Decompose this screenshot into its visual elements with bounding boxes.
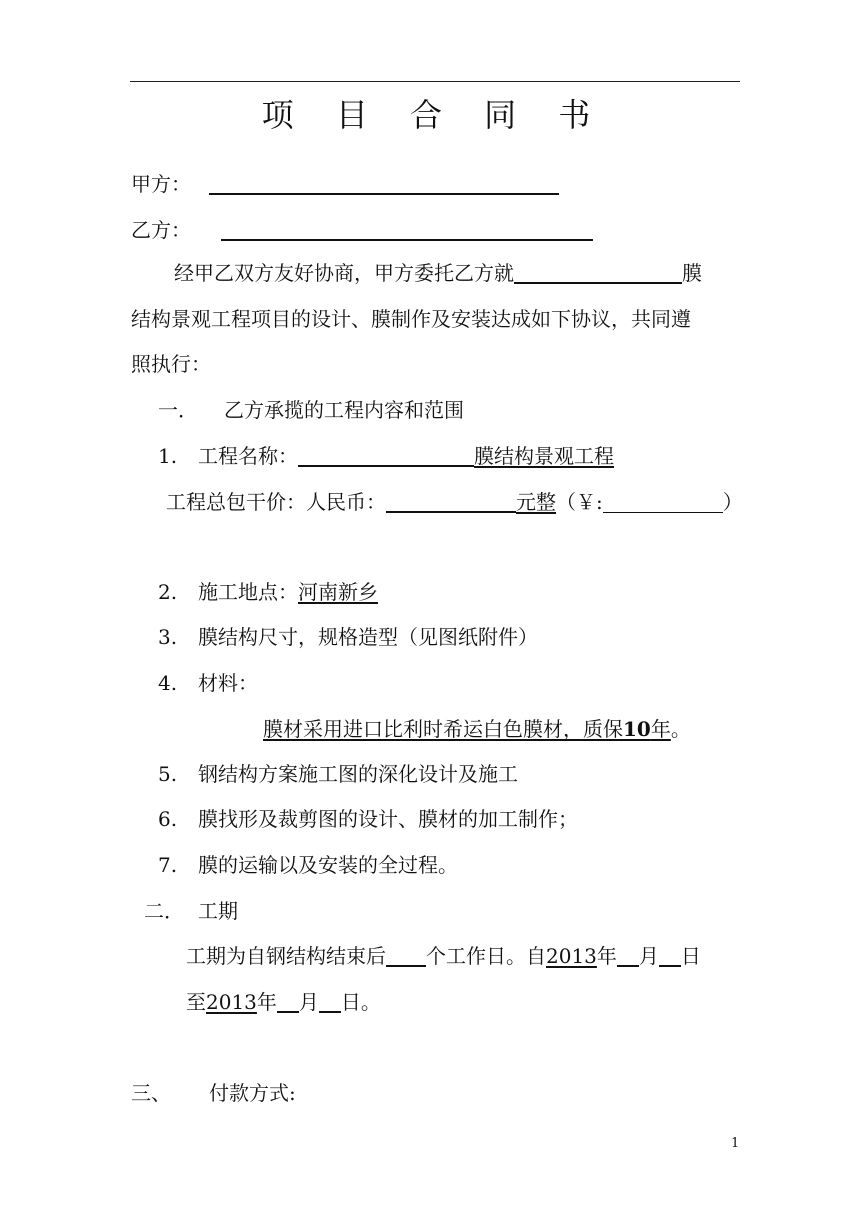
intro-text-end: 膜: [682, 261, 702, 285]
price-blank: [386, 489, 516, 513]
item-1-value: 膜结构景观工程: [474, 444, 614, 468]
section-2-heading: [144, 897, 238, 925]
price-currency: （￥:: [556, 490, 603, 514]
intro-line-1: [174, 259, 702, 287]
end-year-char: 年: [256, 990, 277, 1014]
section-3-number: 三、: [131, 1081, 171, 1105]
material-year-char: 年: [650, 717, 671, 741]
schedule-line-1: [186, 942, 701, 970]
party-b-row: [131, 216, 593, 244]
end-month-char: 月: [298, 990, 319, 1014]
intro-line-2: 结构景观工程项目的设计、膜制作及安装达成如下协议，共同遵: [131, 307, 691, 331]
section-1-title: 乙方承揽的工程内容和范围: [224, 398, 464, 422]
item-1: [158, 442, 614, 470]
item-2-number: 2.: [158, 580, 178, 604]
party-a-row: [131, 170, 559, 198]
item-5-text: 钢结构方案施工图的深化设计及施工: [198, 762, 518, 786]
party-a-blank: [209, 171, 559, 195]
end-day-blank: [319, 989, 341, 1013]
item-3-text: 膜结构尺寸，规格造型（见图纸附件）: [198, 625, 538, 649]
party-b-label: 乙方：: [131, 218, 191, 242]
party-a-label: 甲方：: [131, 172, 191, 196]
header-rule: [130, 81, 740, 82]
start-month-char: 月: [638, 944, 659, 968]
start-year-char: 年: [596, 944, 617, 968]
item-4: [158, 669, 258, 697]
item-4-number: 4.: [158, 671, 178, 695]
start-day-char: 日: [680, 944, 701, 968]
party-b-blank: [221, 217, 593, 241]
end-month-blank: [277, 989, 299, 1013]
section-3-heading: [131, 1079, 296, 1107]
item-7-text: 膜的运输以及安装的全过程。: [198, 853, 458, 877]
item-5-number: 5.: [158, 762, 178, 786]
material-period: 。: [670, 717, 691, 741]
price-number-blank: [603, 492, 723, 513]
item-5: [158, 760, 518, 788]
material-text: 膜材采用进口比利时希运白色膜材，质保: [263, 717, 623, 741]
schedule-text-b: 个工作日。自: [426, 944, 546, 968]
material-line: [263, 715, 691, 743]
section-1-heading: [158, 396, 464, 424]
item-4-label: 材料：: [198, 671, 258, 695]
intro-blank: [514, 260, 682, 284]
intro-line-3: 照执行：: [131, 352, 211, 376]
item-2: [158, 578, 378, 606]
start-day-blank: [659, 943, 681, 967]
item-6-number: 6.: [158, 807, 178, 831]
end-day-char: 日。: [340, 990, 381, 1014]
workdays-blank: [386, 943, 426, 967]
item-1-blank: [298, 443, 474, 467]
document-title: 项 目 合 同 书: [261, 96, 607, 134]
item-2-label: 施工地点：: [198, 580, 298, 604]
price-row: [166, 488, 743, 516]
item-7-number: 7.: [158, 853, 178, 877]
schedule-text-a: 工期为自钢结构结束后: [186, 944, 386, 968]
schedule-line-2: [186, 988, 381, 1016]
material-warranty-years: 10: [623, 717, 651, 741]
schedule-to-text: 至: [186, 990, 206, 1014]
item-6: [158, 805, 578, 833]
item-7: [158, 851, 458, 879]
item-3-number: 3.: [158, 625, 178, 649]
section-3-title: 付款方式:: [209, 1081, 296, 1105]
item-6-text: 膜找形及裁剪图的设计、膜材的加工制作；: [198, 807, 578, 831]
price-paren-close: ）: [722, 490, 743, 514]
item-1-label: 工程名称：: [198, 444, 298, 468]
item-1-number: 1.: [158, 444, 178, 468]
start-month-blank: [617, 943, 639, 967]
page-number: 1: [731, 1136, 740, 1151]
item-3: [158, 623, 538, 651]
item-2-value: 河南新乡: [298, 580, 378, 604]
section-1-number: 一．: [158, 398, 198, 422]
price-label: 工程总包干价：人民币：: [166, 490, 386, 514]
section-2-title: 工期: [198, 899, 238, 923]
end-year: 2013: [206, 990, 257, 1014]
price-unit: 元整: [516, 490, 556, 514]
start-year: 2013: [546, 944, 597, 968]
section-2-number: 二．: [144, 899, 184, 923]
intro-text-start: 经甲乙双方友好协商，甲方委托乙方就: [174, 261, 514, 285]
